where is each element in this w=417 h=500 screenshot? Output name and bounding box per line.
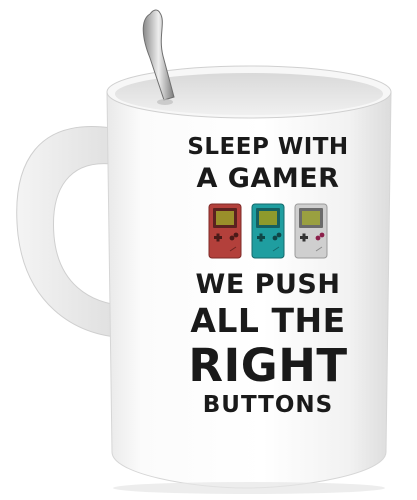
print-line-4: ALL THE	[190, 301, 346, 340]
red-handheld-console-icon	[208, 203, 242, 259]
mug-interior	[115, 73, 383, 115]
gray-handheld-console-icon	[294, 203, 328, 259]
handheld-consoles	[168, 203, 368, 259]
print-line-3: WE PUSH	[195, 269, 341, 300]
mug-print	[168, 136, 368, 417]
print-line-6: BUTTONS	[202, 392, 334, 418]
print-line-1: SLEEP WITH	[187, 134, 349, 160]
mug-shadow	[113, 482, 385, 494]
print-line-2: A GAMER	[196, 163, 340, 194]
spoon-reflection	[157, 99, 173, 105]
teal-handheld-console-icon	[251, 203, 285, 259]
print-line-5: RIGHT	[188, 339, 348, 392]
